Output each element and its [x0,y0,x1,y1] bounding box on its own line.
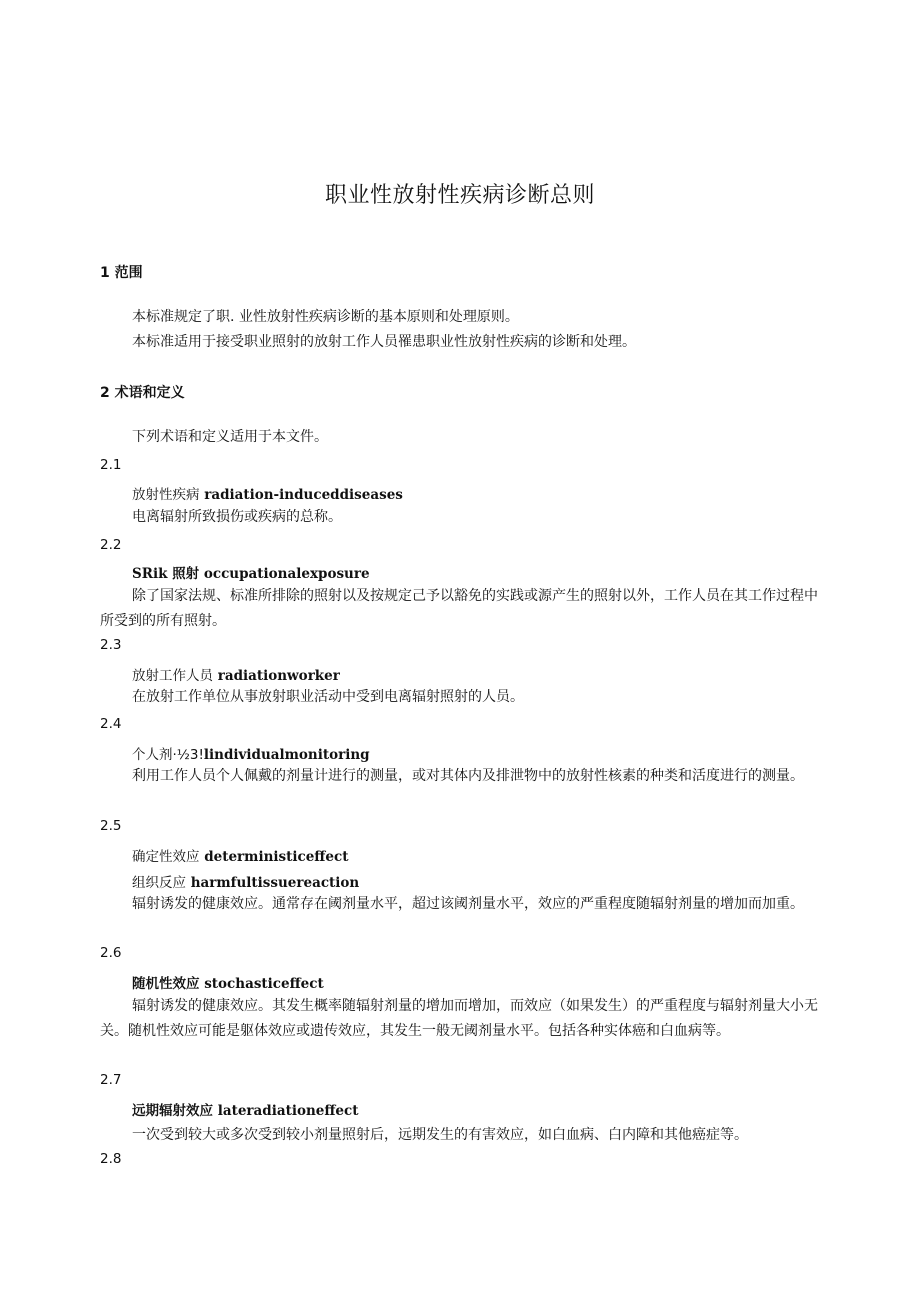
term-number: 2.1 [100,457,122,473]
term-title: 个人剂·½3!lindividualmonitoring [132,747,370,763]
term-number: 2.5 [100,818,122,834]
term-title: 放射工作人员 radiationworker [132,668,340,684]
section-1-heading: 1 范围 [100,265,143,281]
term-title: 确定性效应 deterministiceffect [132,849,349,865]
term-title: 随机性效应 stochasticeffect [132,976,324,992]
term-number: 2.4 [100,716,122,732]
term-title-alt: 组织反应 harmfultissuereaction [132,875,360,891]
document-title: 职业性放射性疾病诊断总则 [324,183,595,208]
term-title: 远期辐射效应 lateradiationeffect [132,1103,359,1119]
term-definition: 除了国家法规、标准所排除的照射以及按规定己予以豁免的实践或源产生的照射以外，工作人员在其工作过程中所受到的所有照射。 [100,588,818,629]
section-2-heading: 2 术语和定义 [100,385,185,401]
term-definition: 一次受到较大或多次受到较小剂量照射后，远期发生的有害效应，如白血病、白内障和其他癌症等。 [132,1127,748,1143]
term-number: 2.7 [100,1072,122,1088]
section-1-paragraph: 本标准规定了职. 业性放射性疾病诊断的基本原则和处理原则。 [132,309,519,325]
term-definition: 辐射诱发的健康效应。其发生概率随辐射剂量的增加而增加，而效应（如果发生）的严重程度与辐射剂量大小无关。随机性效应可能是躯体效应或遗传效应，其发生一般无阈剂量水平。包括各种实体癌和白血病等。 [100,998,818,1039]
term-definition: 辐射诱发的健康效应。通常存在阈剂量水平，超过该阈剂量水平，效应的严重程度随辐射剂量的增加而加重。 [132,896,804,912]
section-1-paragraph: 本标准适用于接受职业照射的放射工作人员罹患职业性放射性疾病的诊断和处理。 [132,334,636,350]
term-definition: 利用工作人员个人佩戴的剂量计进行的测量，或对其体内及排泄物中的放射性核素的种类和活度进行的测量。 [132,768,804,784]
term-definition: 电离辐射所致损伤或疾病的总称。 [132,509,342,525]
term-title: SRik 照射 occupationalexposure [132,566,370,582]
term-number: 2.2 [100,537,122,553]
term-number: 2.6 [100,945,122,961]
section-2-intro: 下列术语和定义适用于本文件。 [132,429,328,445]
term-number: 2.3 [100,637,122,653]
term-definition: 在放射工作单位从事放射职业活动中受到电离辐射照射的人员。 [132,689,524,705]
term-title: 放射性疾病 radiation-induceddiseases [132,487,403,503]
term-number: 2.8 [100,1151,122,1167]
